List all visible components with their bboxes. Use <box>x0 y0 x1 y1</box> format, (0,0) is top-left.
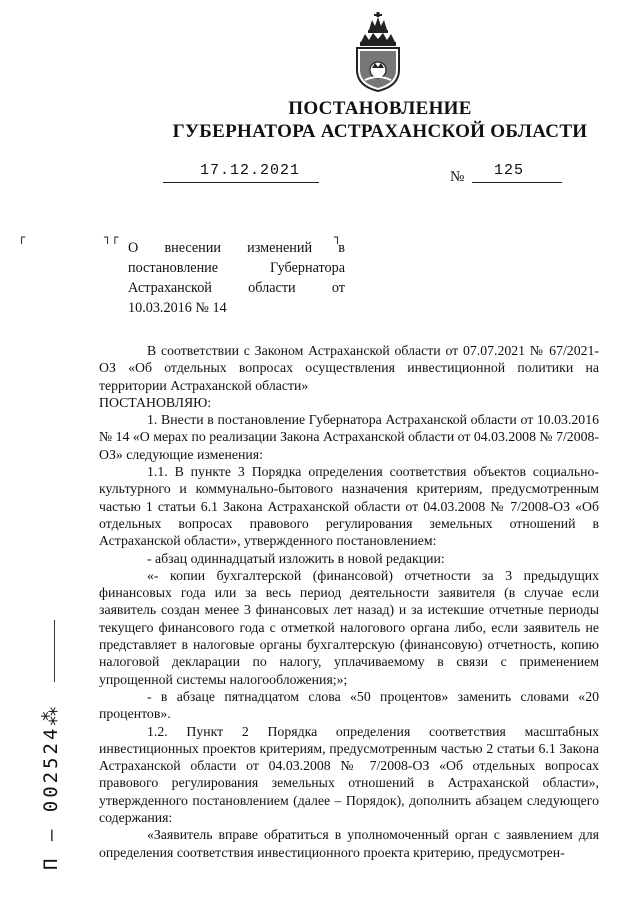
issuer-title: ГУБЕРНАТОРА АСТРАХАНСКОЙ ОБЛАСТИ <box>172 121 588 142</box>
body-paragraph: 1. Внести в постановление Губернатора Астраханской области от 10.03.2016 № 14 «О мерах по реализации Закона Астраханской области от 04.03.2008 № 7/2008-ОЗ» следующие изменения: <box>99 412 599 462</box>
corner-mark-subject-left: ┐┌ <box>104 230 119 244</box>
document-type-title: ПОСТАНОВЛЕНИЕ <box>288 98 472 119</box>
registration-mark: ⁂ <box>40 703 62 726</box>
number-label: № <box>450 169 465 185</box>
body-paragraph: «Заявитель вправе обратиться в уполномоченный орган с заявлением для определения соответствия инвестиционного проекта критерию, предусмотрен- <box>99 827 599 860</box>
body-paragraph: 1.2. Пункт 2 Порядка определения соответствия масштабных инвестиционных проектов критериям, предусмотренным частью 2 статьи 6.1 Закона Астраханской области от 04.03.2008 № 7/2008-ОЗ «Об отдельных вопросах правового регулирования земельных отношений в Астраханской области», утвержденного постановлением (далее – Порядок), дополнить абзацем следующего содержания: <box>99 723 599 826</box>
body-paragraph: 1.1. В пункте 3 Порядка определения соответствия объектов социально-культурного и коммунально-бытового назначения критериям, предусмотренным частью 1 статьи 6.1 Закона Астраханской области от 04.03.2008 № 7/2008-ОЗ «Об отдельных вопросах правового регулирования земельных отношений в Астраханской области», утвержденного постановлением: <box>99 464 599 549</box>
number-underline <box>472 182 562 183</box>
document-date: 17.12.2021 <box>200 162 301 179</box>
margin-line <box>54 620 55 682</box>
document-body <box>99 342 599 861</box>
resolution-heading: ПОСТАНОВЛЯЮ: <box>99 394 212 410</box>
registration-number: П – 002524 <box>40 725 62 870</box>
body-paragraph: - в абзаце пятнадцатом слова «50 процентов» заменить словами «20 процентов». <box>99 688 599 722</box>
corner-mark-subject-right: ┐ <box>334 230 342 244</box>
document-subject: О внесении изменений в постановление Губернатора Астраханской области от 10.03.2016 № 14 <box>128 240 345 316</box>
corner-mark-left: ┌ <box>18 230 26 244</box>
date-underline <box>163 182 319 183</box>
body-paragraph: «- копии бухгалтерской (финансовой) отчетности за 3 предыдущих финансовых года или за весь период деятельности заявителя (в случае если заявитель создан менее 3 финансовых лет назад) и за истекшие отчетные периоды текущего финансового года с отметкой налогового органа либо, если заявитель не представляет в налоговые органы бухгалтерскую (финансовую) отчетность, копию налоговой декларации по налогу, уплачиваемому в связи с применением упрощенной системы налогообложения;»; <box>99 567 599 687</box>
preamble-paragraph: В соответствии с Законом Астраханской области от 07.07.2021 № 67/2021-ОЗ «Об отдельных вопросах осуществления инвестиционной политики на территории Астраханской области» <box>99 343 599 393</box>
body-paragraph: - абзац одиннадцатый изложить в новой редакции: <box>147 550 445 566</box>
document-number: 125 <box>494 162 525 179</box>
coat-of-arms-emblem <box>351 12 405 92</box>
registration-stamp <box>40 704 62 870</box>
